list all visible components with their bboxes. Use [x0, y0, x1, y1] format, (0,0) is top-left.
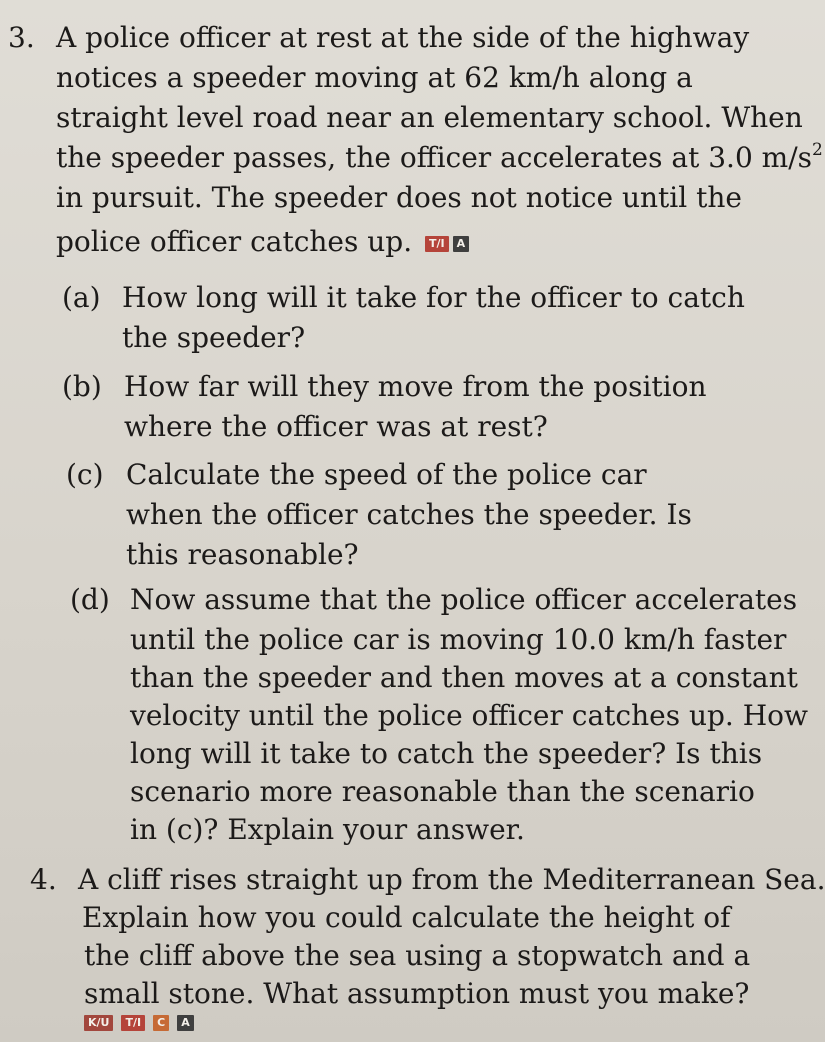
question-3-line-2: notices a speeder moving at 62 km/h along a — [56, 61, 693, 94]
badge-communication: C — [153, 1015, 169, 1031]
part-a-line-1: How long will it take for the officer to catch — [122, 281, 745, 314]
question-3-line-6-text: police officer catches up. — [56, 225, 413, 258]
part-b-line-1: How far will they move from the position — [124, 370, 707, 403]
part-d-line-2: until the police car is moving 10.0 km/h faster — [130, 623, 787, 656]
part-d-line-4: velocity until the police officer catches up. How — [130, 699, 808, 732]
part-d-label: (d) — [70, 583, 110, 616]
question-4-badges — [84, 1014, 194, 1031]
badge-thinking-investigation: T/I — [425, 236, 449, 252]
question-3-line-1: A police officer at rest at the side of the highway — [56, 21, 750, 54]
question-3-number: 3. — [8, 21, 35, 54]
badge-thinking-investigation: T/I — [121, 1015, 145, 1031]
part-d-line-3: than the speeder and then moves at a constant — [130, 661, 798, 694]
part-d-line-5: long will it take to catch the speeder? Is this — [130, 737, 763, 770]
question-3-line-6 — [56, 222, 469, 262]
part-c-line-2: when the officer catches the speeder. Is — [126, 498, 692, 531]
part-a-line-2: the speeder? — [122, 321, 306, 354]
part-d-line-6: scenario more reasonable than the scenario — [130, 775, 755, 808]
badge-knowledge-understanding: K/U — [84, 1015, 113, 1031]
question-4-line-2: Explain how you could calculate the height of — [82, 901, 731, 934]
part-b-label: (b) — [62, 370, 102, 403]
badge-application: A — [453, 236, 470, 252]
part-b-line-2: where the officer was at rest? — [124, 410, 548, 443]
part-d-line-7: in (c)? Explain your answer. — [130, 813, 525, 846]
part-a-label: (a) — [62, 281, 101, 314]
exponent-superscript: 2 — [812, 139, 823, 160]
badge-application: A — [177, 1015, 194, 1031]
part-d-line-1: Now assume that the police officer accelerates — [130, 583, 798, 616]
question-3-line-4-text: the speeder passes, the officer accelerates at 3.0 m/s — [56, 141, 813, 174]
question-3-line-4 — [56, 138, 823, 178]
part-c-label: (c) — [66, 458, 104, 491]
question-4-line-4: small stone. What assumption must you make? — [84, 977, 750, 1010]
question-3-line-3: straight level road near an elementary school. When — [56, 101, 803, 134]
part-c-line-3: this reasonable? — [126, 538, 359, 571]
question-4-line-1: A cliff rises straight up from the Mediterranean Sea. — [78, 863, 825, 896]
question-4-number: 4. — [30, 863, 57, 896]
question-3-line-5: in pursuit. The speeder does not notice until the — [56, 181, 742, 214]
question-4-line-3: the cliff above the sea using a stopwatch and a — [84, 939, 751, 972]
part-c-line-1: Calculate the speed of the police car — [126, 458, 647, 491]
